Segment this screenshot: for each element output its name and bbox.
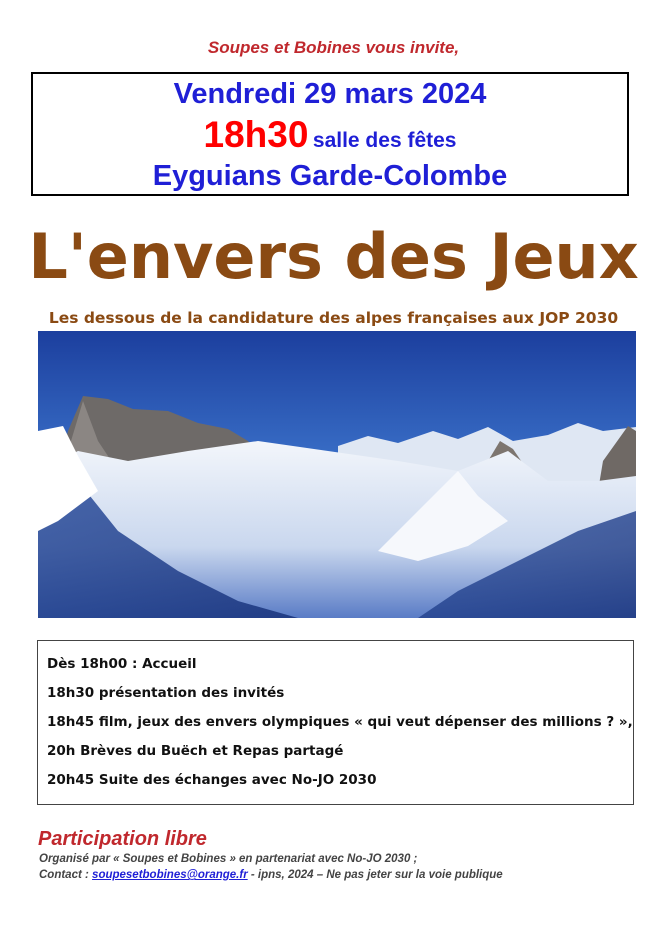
program-box (37, 640, 634, 805)
program-item: 18h45 film, jeux des envers olympiques « qui veut dépenser des millions ? », (47, 714, 633, 730)
event-date: Vendredi 29 mars 2024 (173, 78, 487, 110)
program-item: Dès 18h00 : Accueil (47, 656, 197, 672)
contact-email-link[interactable]: soupesetbobines@orange.fr (92, 869, 248, 881)
organizer-line: Organisé par « Soupes et Bobines » en partenariat avec No-JO 2030 ; (39, 853, 418, 865)
event-time-line (33, 114, 627, 156)
event-venue: salle des fêtes (312, 129, 457, 152)
program-item: 18h30 présentation des invités (47, 685, 285, 701)
invite-line: Soupes et Bobines vous invite, (207, 38, 460, 57)
event-info-box (31, 72, 629, 196)
contact-rest: - ipns, 2024 – Ne pas jeter sur la voie publique (250, 869, 503, 881)
contact-line (39, 869, 503, 881)
event-place: Eyguians Garde-Colombe (152, 160, 508, 192)
program-item: 20h45 Suite des échanges avec No-JO 2030 (47, 772, 377, 788)
mountain-panorama-image (38, 331, 636, 618)
program-item: 20h Brèves du Buëch et Repas partagé (47, 743, 344, 759)
participation-label: Participation libre (38, 828, 207, 850)
page-title: L'envers des Jeux (28, 220, 639, 293)
event-time: 18h30 (203, 114, 309, 155)
contact-label: Contact : (39, 869, 89, 881)
page-subtitle: Les dessous de la candidature des alpes françaises aux JOP 2030 (48, 309, 619, 327)
